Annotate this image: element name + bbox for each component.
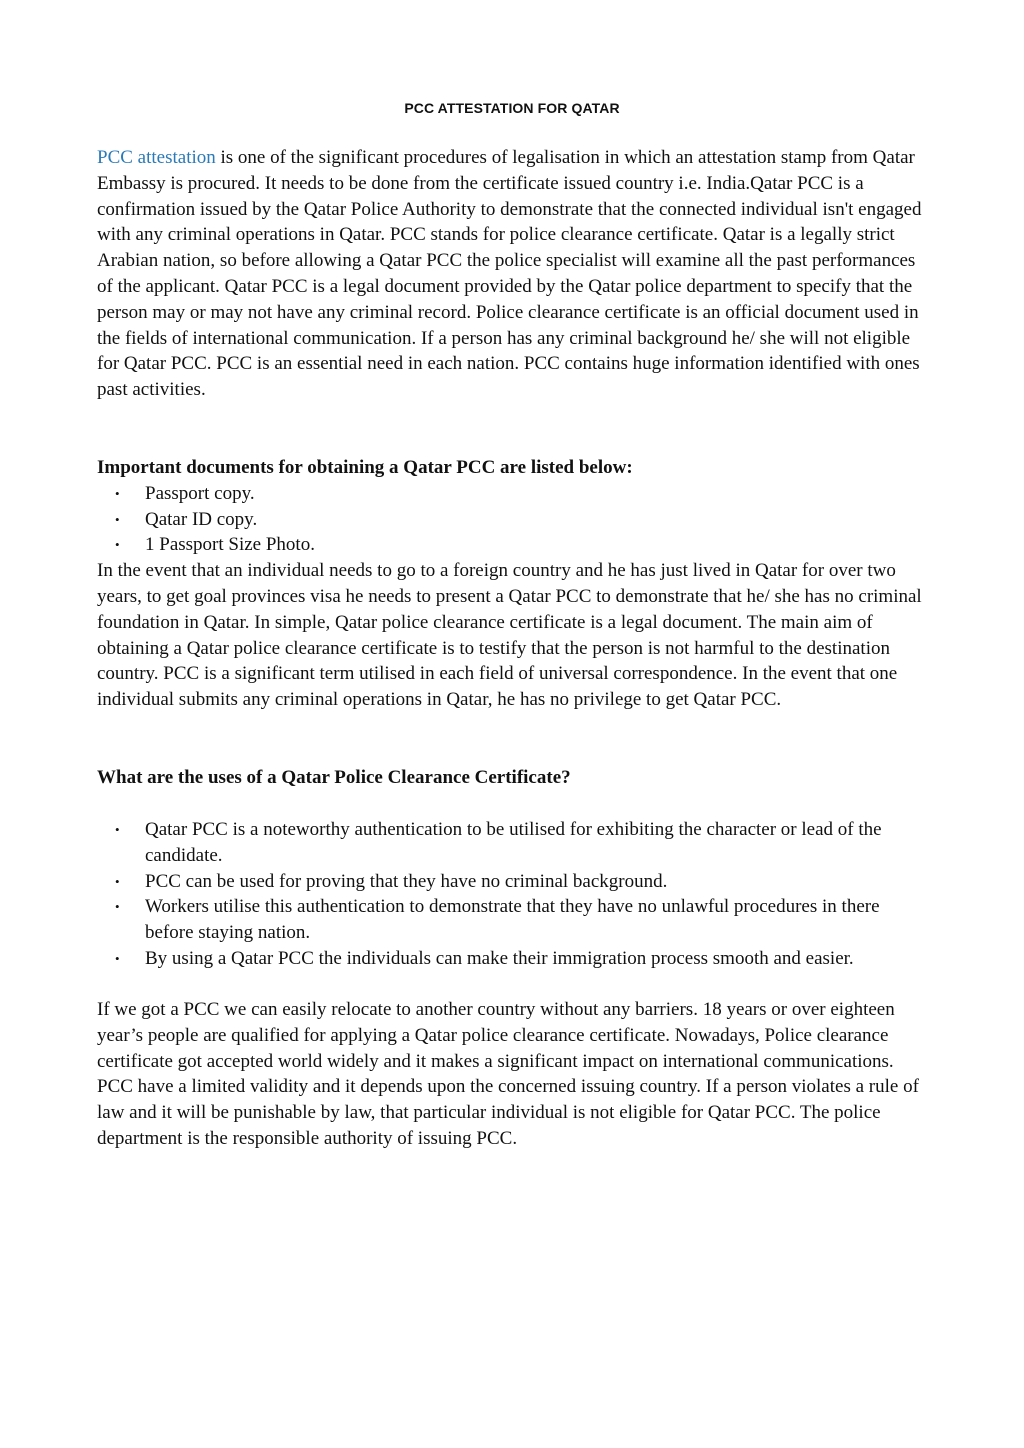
intro-paragraph <box>97 145 927 403</box>
list-item-text: Qatar PCC is a noteworthy authentication to be utilised for exhibiting the character or lead of the candidate. <box>145 819 882 866</box>
documents-section <box>97 455 927 713</box>
list-item-text: Passport copy. <box>145 482 255 504</box>
pcc-attestation-link[interactable]: PCC attestation <box>97 147 216 168</box>
intro-text: is one of the significant procedures of legalisation in which an attestation stamp from Qatar Embassy is procured. It needs to be done from the certificate issued country i.e. India.Qatar PCC is a confirmation issued by the Qatar Police Authority to demonstrate that the connected individual isn't engaged with any criminal operations in Qatar. PCC stands for police clearance certificate. Qatar is a legally strict Arabian nation, so before allowing a Qatar PCC the police specialist will examine all the past performances of the applicant. Qatar PCC is a legal document provided by the Qatar police department to specify that the person may or may not have any criminal record. Police clearance certificate is an official document used in the fields of international communication. If a person has any criminal background he/ she will not eligible for Qatar PCC. PCC is an essential need in each nation. PCC contains huge information identified with ones past activities. <box>97 147 922 401</box>
uses-list <box>97 817 927 972</box>
closing-paragraph: If we got a PCC we can easily relocate to another country without any barriers. 18 years or over eighteen year’s people are qualified for applying a Qatar police clearance certificate. Nowadays, Police clearance certificate got accepted world widely and it makes a significant impact on international communications. PCC have a limited validity and it depends upon the concerned issuing country. If a person violates a rule of law and it will be punishable by law, that particular individual is not eligible for Qatar PCC. The police department is the responsible authority of issuing PCC. <box>97 999 919 1149</box>
documents-heading: Important documents for obtaining a Qatar PCC are listed below: <box>97 457 633 478</box>
list-item <box>97 869 927 895</box>
list-item-text: PCC can be used for proving that they have no criminal background. <box>145 870 668 892</box>
bullet-icon: • <box>115 537 120 553</box>
documents-paragraph: In the event that an individual needs to go to a foreign country and he has just lived in Qatar for over two years, to get goal provinces visa he needs to present a Qatar PCC to demonstrate that he/ she has no criminal foundation in Qatar. In simple, Qatar police clearance certificate is a legal document. The main aim of obtaining a Qatar police clearance certificate is to testify that the person is not harmful to the destination country. PCC is a significant term utilised in each field of universal correspondence. In the event that one individual submits any criminal operations in Qatar, he has no privilege to get Qatar PCC. <box>97 560 922 711</box>
bullet-icon: • <box>115 899 120 915</box>
bullet-icon: • <box>115 873 120 889</box>
list-item-text: Qatar ID copy. <box>145 508 258 530</box>
list-item <box>97 817 927 869</box>
list-item-text: By using a Qatar PCC the individuals can make their immigration process smooth and easier. <box>145 947 854 969</box>
list-item <box>97 894 927 946</box>
bullet-icon: • <box>115 511 120 527</box>
bullet-icon: • <box>115 485 120 501</box>
list-item <box>97 946 927 972</box>
list-item <box>97 532 927 558</box>
bullet-icon: • <box>115 950 120 966</box>
list-item <box>97 507 927 533</box>
document-title: PCC ATTESTATION FOR QATAR <box>404 100 620 116</box>
list-item-text: Workers utilise this authentication to demonstrate that they have no unlawful procedures in there before staying nation. <box>145 896 880 944</box>
list-item <box>97 481 927 507</box>
bullet-icon: • <box>115 822 120 837</box>
documents-list <box>97 481 927 558</box>
uses-heading: What are the uses of a Qatar Police Clearance Certificate? <box>97 767 571 788</box>
list-item-text: 1 Passport Size Photo. <box>145 534 315 556</box>
